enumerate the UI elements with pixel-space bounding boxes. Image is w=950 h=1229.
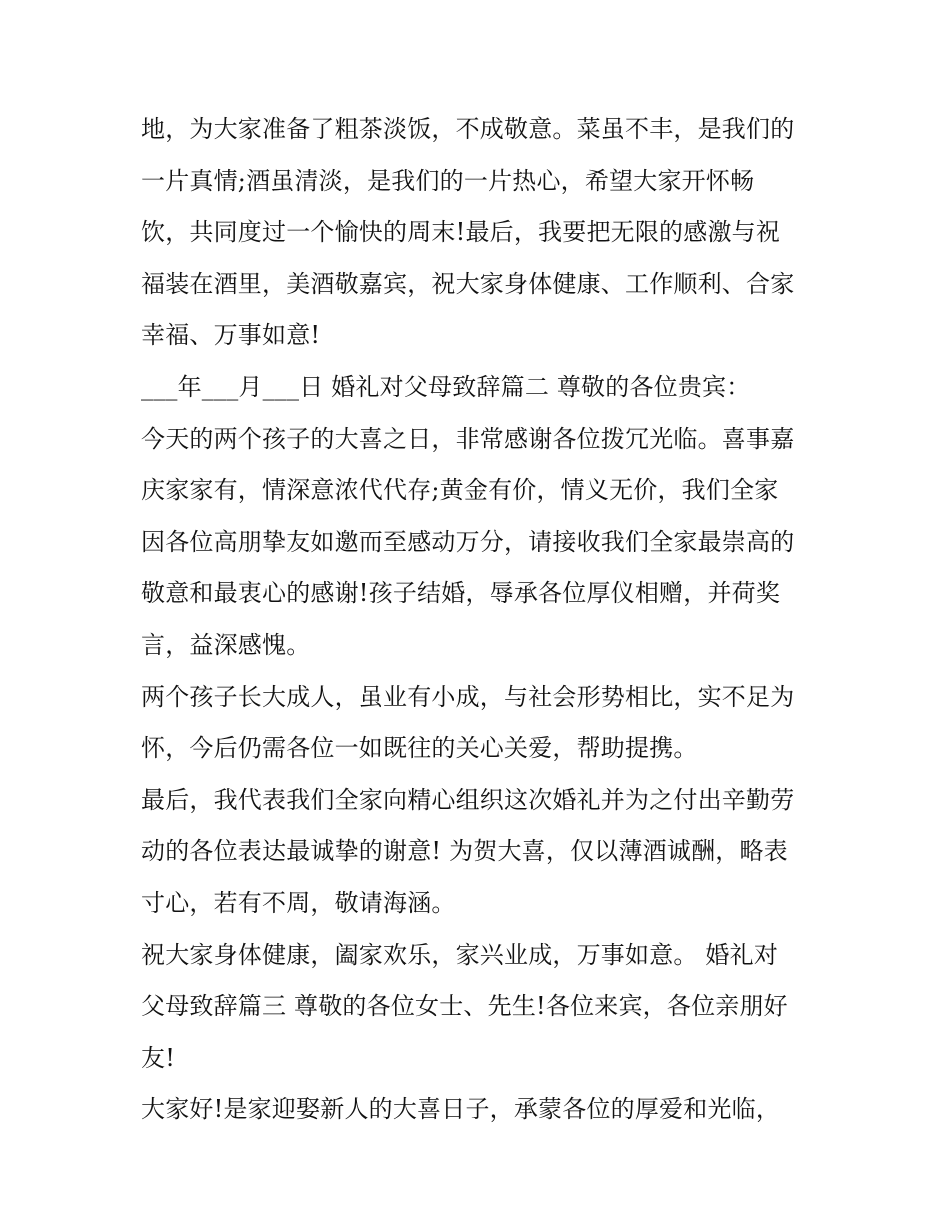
text-line: 祝大家身体健康，阖家欢乐，家兴业成，万事如意。 婚礼对: [141, 940, 779, 969]
text-line: 两个孩子长大成人，虽业有小成，与社会形势相比，实不足为: [141, 682, 795, 711]
text-line: 幸福、万事如意!: [141, 321, 321, 350]
text-line: 今天的两个孩子的大喜之日，非常感谢各位拨冗光临。喜事嘉: [141, 424, 795, 453]
text-line: 友!: [141, 1043, 176, 1072]
text-line: 一片真情;酒虽清淡，是我们的一片热心，希望大家开怀畅: [141, 166, 755, 195]
text-line: 寸心，若有不周，敬请海涵。: [141, 888, 456, 917]
text-line: ___年___月___日 婚礼对父母致辞篇二 尊敬的各位贵宾：: [141, 372, 751, 401]
text-line: 饮，共同度过一个愉快的周末!最后，我要把无限的感激与祝: [141, 218, 781, 247]
text-line: 最后，我代表我们全家向精心组织这次婚礼并为之付出辛勤劳: [141, 785, 795, 814]
document-body: [141, 104, 821, 1136]
text-line: 因各位高朋挚友如邀而至感动万分，请接收我们全家最崇高的: [141, 527, 795, 556]
text-line: 地，为大家准备了粗茶淡饭，不成敬意。菜虽不丰，是我们的: [141, 115, 795, 143]
text-line: 福装在酒里，美酒敬嘉宾，祝大家身体健康、工作顺利、合家: [141, 269, 795, 298]
text-line: 言，益深感愧。: [141, 630, 311, 659]
text-line: 动的各位表达最诚挚的谢意! 为贺大喜，仅以薄酒诚酬，略表: [141, 837, 788, 866]
text-line: 大家好!是家迎娶新人的大喜日子，承蒙各位的厚爱和光临，: [141, 1095, 781, 1124]
text-line: 怀，今后仍需各位一如既往的关心关爱，帮助提携。: [141, 734, 698, 763]
text-line: 父母致辞篇三 尊敬的各位女士、先生!各位来宾，各位亲朋好: [141, 992, 788, 1021]
text-line: 庆家家有，情深意浓代代存;黄金有价，情义无价，我们全家: [141, 476, 779, 505]
text-line: 敬意和最衷心的感谢!孩子结婚，辱承各位厚仪相赠，并荷奖: [141, 579, 781, 608]
